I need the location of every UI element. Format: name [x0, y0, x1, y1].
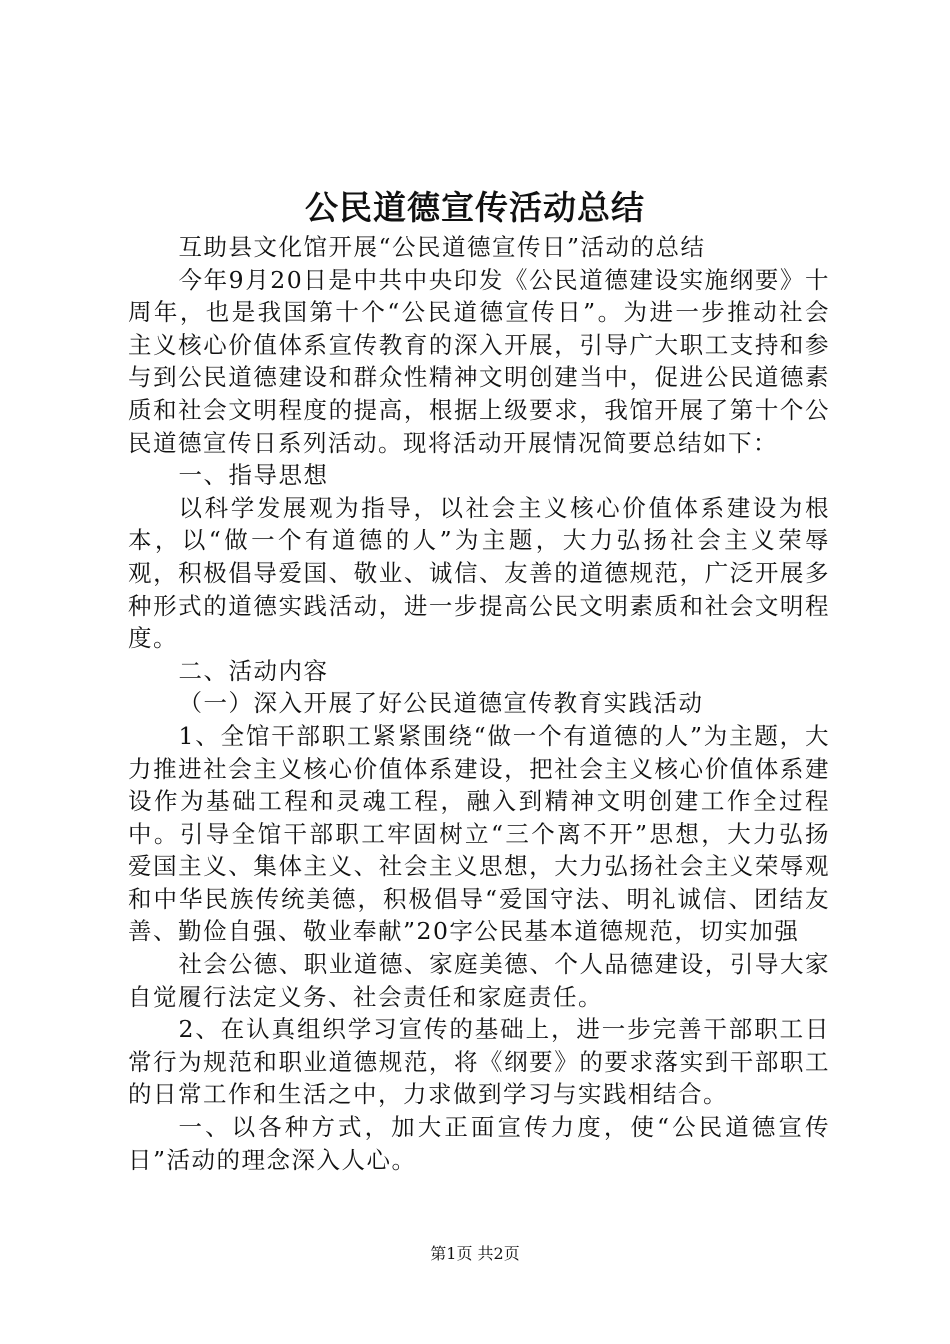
- item-1-continuation-paragraph: 社会公德、职业道德、家庭美德、个人品德建设，引导大家自觉履行法定义务、社会责任和家庭责任。: [128, 950, 830, 1011]
- subtitle-paragraph: 互助县文化馆开展“公民道德宣传日”活动的总结: [178, 233, 706, 261]
- guiding-thought-paragraph: 以科学发展观为指导，以社会主义核心价值体系建设为根本，以“做一个有道德的人”为主题，大力弘扬社会主义荣辱观，积极倡导爱国、敬业、诚信、友善的道德规范，广泛开展多种形式的道德实践活动，进一步提高公民文明素质和社会文明程度。: [128, 493, 830, 653]
- document-title: 公民道德宣传活动总结: [305, 188, 645, 227]
- item-1-paragraph: 1、全馆干部职工紧紧围绕“做一个有道德的人”为主题，大力推进社会主义核心价值体系建设，把社会主义核心价值体系建设作为基础工程和灵魂工程，融入到精神文明创建工作全过程中。引导全馆干部职工牢固树立“三个离不开”思想，大力弘扬爱国主义、集体主义、社会主义思想，大力弘扬社会主义荣辱观和中华民族传统美德，积极倡导“爱国守法、明礼诚信、团结友善、勤俭自强、敬业奉献”20字公民基本道德规范，切实加强: [128, 721, 830, 946]
- publicity-paragraph: 一、以各种方式，加大正面宣传力度，使“公民道德宣传日”活动的理念深入人心。: [128, 1113, 830, 1174]
- document-body: [128, 231, 830, 1176]
- page-footer: 第1页 共2页: [430, 1244, 520, 1263]
- section-heading-activity-content: 二、活动内容: [178, 656, 329, 685]
- item-2-paragraph: 2、在认真组织学习宣传的基础上，进一步完善干部职工日常行为规范和职业道德规范，将《纲要》的要求落实到干部职工的日常工作和生活之中，力求做到学习与实践相结合。: [128, 1015, 830, 1109]
- subsection-heading: （一）深入开展了好公民道德宣传教育实践活动: [178, 689, 704, 718]
- intro-paragraph: 今年9月20日是中共中央印发《公民道德建设实施纲要》十周年，也是我国第十个“公民道德宣传日”。为进一步推动社会主义核心价值体系宣传教育的深入开展，引导广大职工支持和参与到公民道德建设和群众性精神文明创建当中，促进公民道德素质和社会文明程度的提高，根据上级要求，我馆开展了第十个公民道德宣传日系列活动。现将活动开展情况简要总结如下：: [128, 265, 830, 457]
- section-heading-guiding-thought: 一、指导思想: [178, 461, 329, 490]
